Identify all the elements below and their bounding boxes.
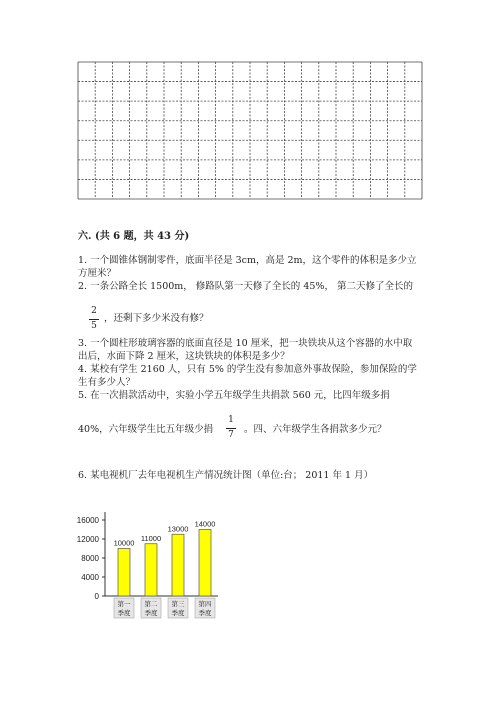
question-2-line-1: 2. 一条公路全长 1500m， 修路队第一天修了全长的 45%， 第二天修了全长的 bbox=[78, 281, 413, 292]
y-tick-label: 16000 bbox=[76, 516, 99, 525]
category-label: 季度 bbox=[117, 609, 131, 617]
bar-value-label: 14000 bbox=[194, 519, 216, 529]
question-5-line-2-start: 40%，六年级学生比五年级少捐 bbox=[78, 424, 214, 435]
question-4-line-1: 4. 某校有学生 2160 人，只有 5% 的学生没有参加意外事故保险，参加保险的学 bbox=[78, 364, 417, 375]
bar bbox=[145, 544, 157, 596]
bar-value-label: 11000 bbox=[140, 533, 162, 543]
y-tick-label: 8000 bbox=[81, 554, 99, 563]
category-label: 第一 bbox=[117, 600, 131, 608]
question-5-fraction-numerator: 1 bbox=[228, 415, 234, 425]
y-tick-label: 12000 bbox=[76, 535, 99, 544]
section-title: 六. (共 6 题，共 43 分) bbox=[78, 231, 190, 242]
category-label: 季度 bbox=[198, 609, 212, 617]
bar-value-label: 13000 bbox=[167, 524, 189, 534]
question-6-line-1: 6. 某电视机厂去年电视机生产情况统计图（单位:台； 2011 年 1 月） bbox=[78, 470, 374, 481]
category-label: 季度 bbox=[144, 609, 158, 617]
question-5-line-2-end: 。四、六年级学生各捐款多少元？ bbox=[244, 424, 387, 435]
bar-value-label: 10000 bbox=[113, 538, 135, 548]
bar bbox=[118, 549, 130, 597]
question-5-fraction-denominator: 7 bbox=[228, 430, 234, 440]
question-3-line-2: 出后，水面下降 2 厘米，这块铁块的体积是多少？ bbox=[78, 351, 290, 362]
category-label: 第四 bbox=[198, 600, 212, 608]
y-tick-label: 4000 bbox=[81, 573, 99, 582]
question-2-fraction-denominator: 5 bbox=[91, 321, 97, 331]
question-1-line-2: 方厘米？ bbox=[78, 268, 117, 279]
question-1-line-1: 1. 一个圆锥体钢制零件，底面半径是 3cm，高是 2m，这个零件的体积是多少立 bbox=[78, 255, 417, 266]
bar bbox=[172, 534, 184, 596]
category-label: 第三 bbox=[171, 600, 185, 608]
question-2-line-2: ，还剩下多少米没有修？ bbox=[104, 313, 209, 324]
category-label: 第二 bbox=[144, 600, 158, 608]
question-3-line-1: 3. 一个圆柱形玻璃容器的底面直径是 10 厘米，把一块铁块从这个容器的水中取 bbox=[78, 338, 413, 349]
question-2-fraction-numerator: 2 bbox=[91, 306, 97, 316]
bar bbox=[199, 530, 211, 597]
y-tick-label: 0 bbox=[94, 592, 99, 601]
category-label: 季度 bbox=[171, 609, 185, 617]
question-5-line-1: 5. 在一次捐款活动中，实验小学五年级学生共捐款 560 元，比四年级多捐 bbox=[78, 390, 390, 401]
question-4-line-2: 生有多少人？ bbox=[78, 377, 136, 388]
